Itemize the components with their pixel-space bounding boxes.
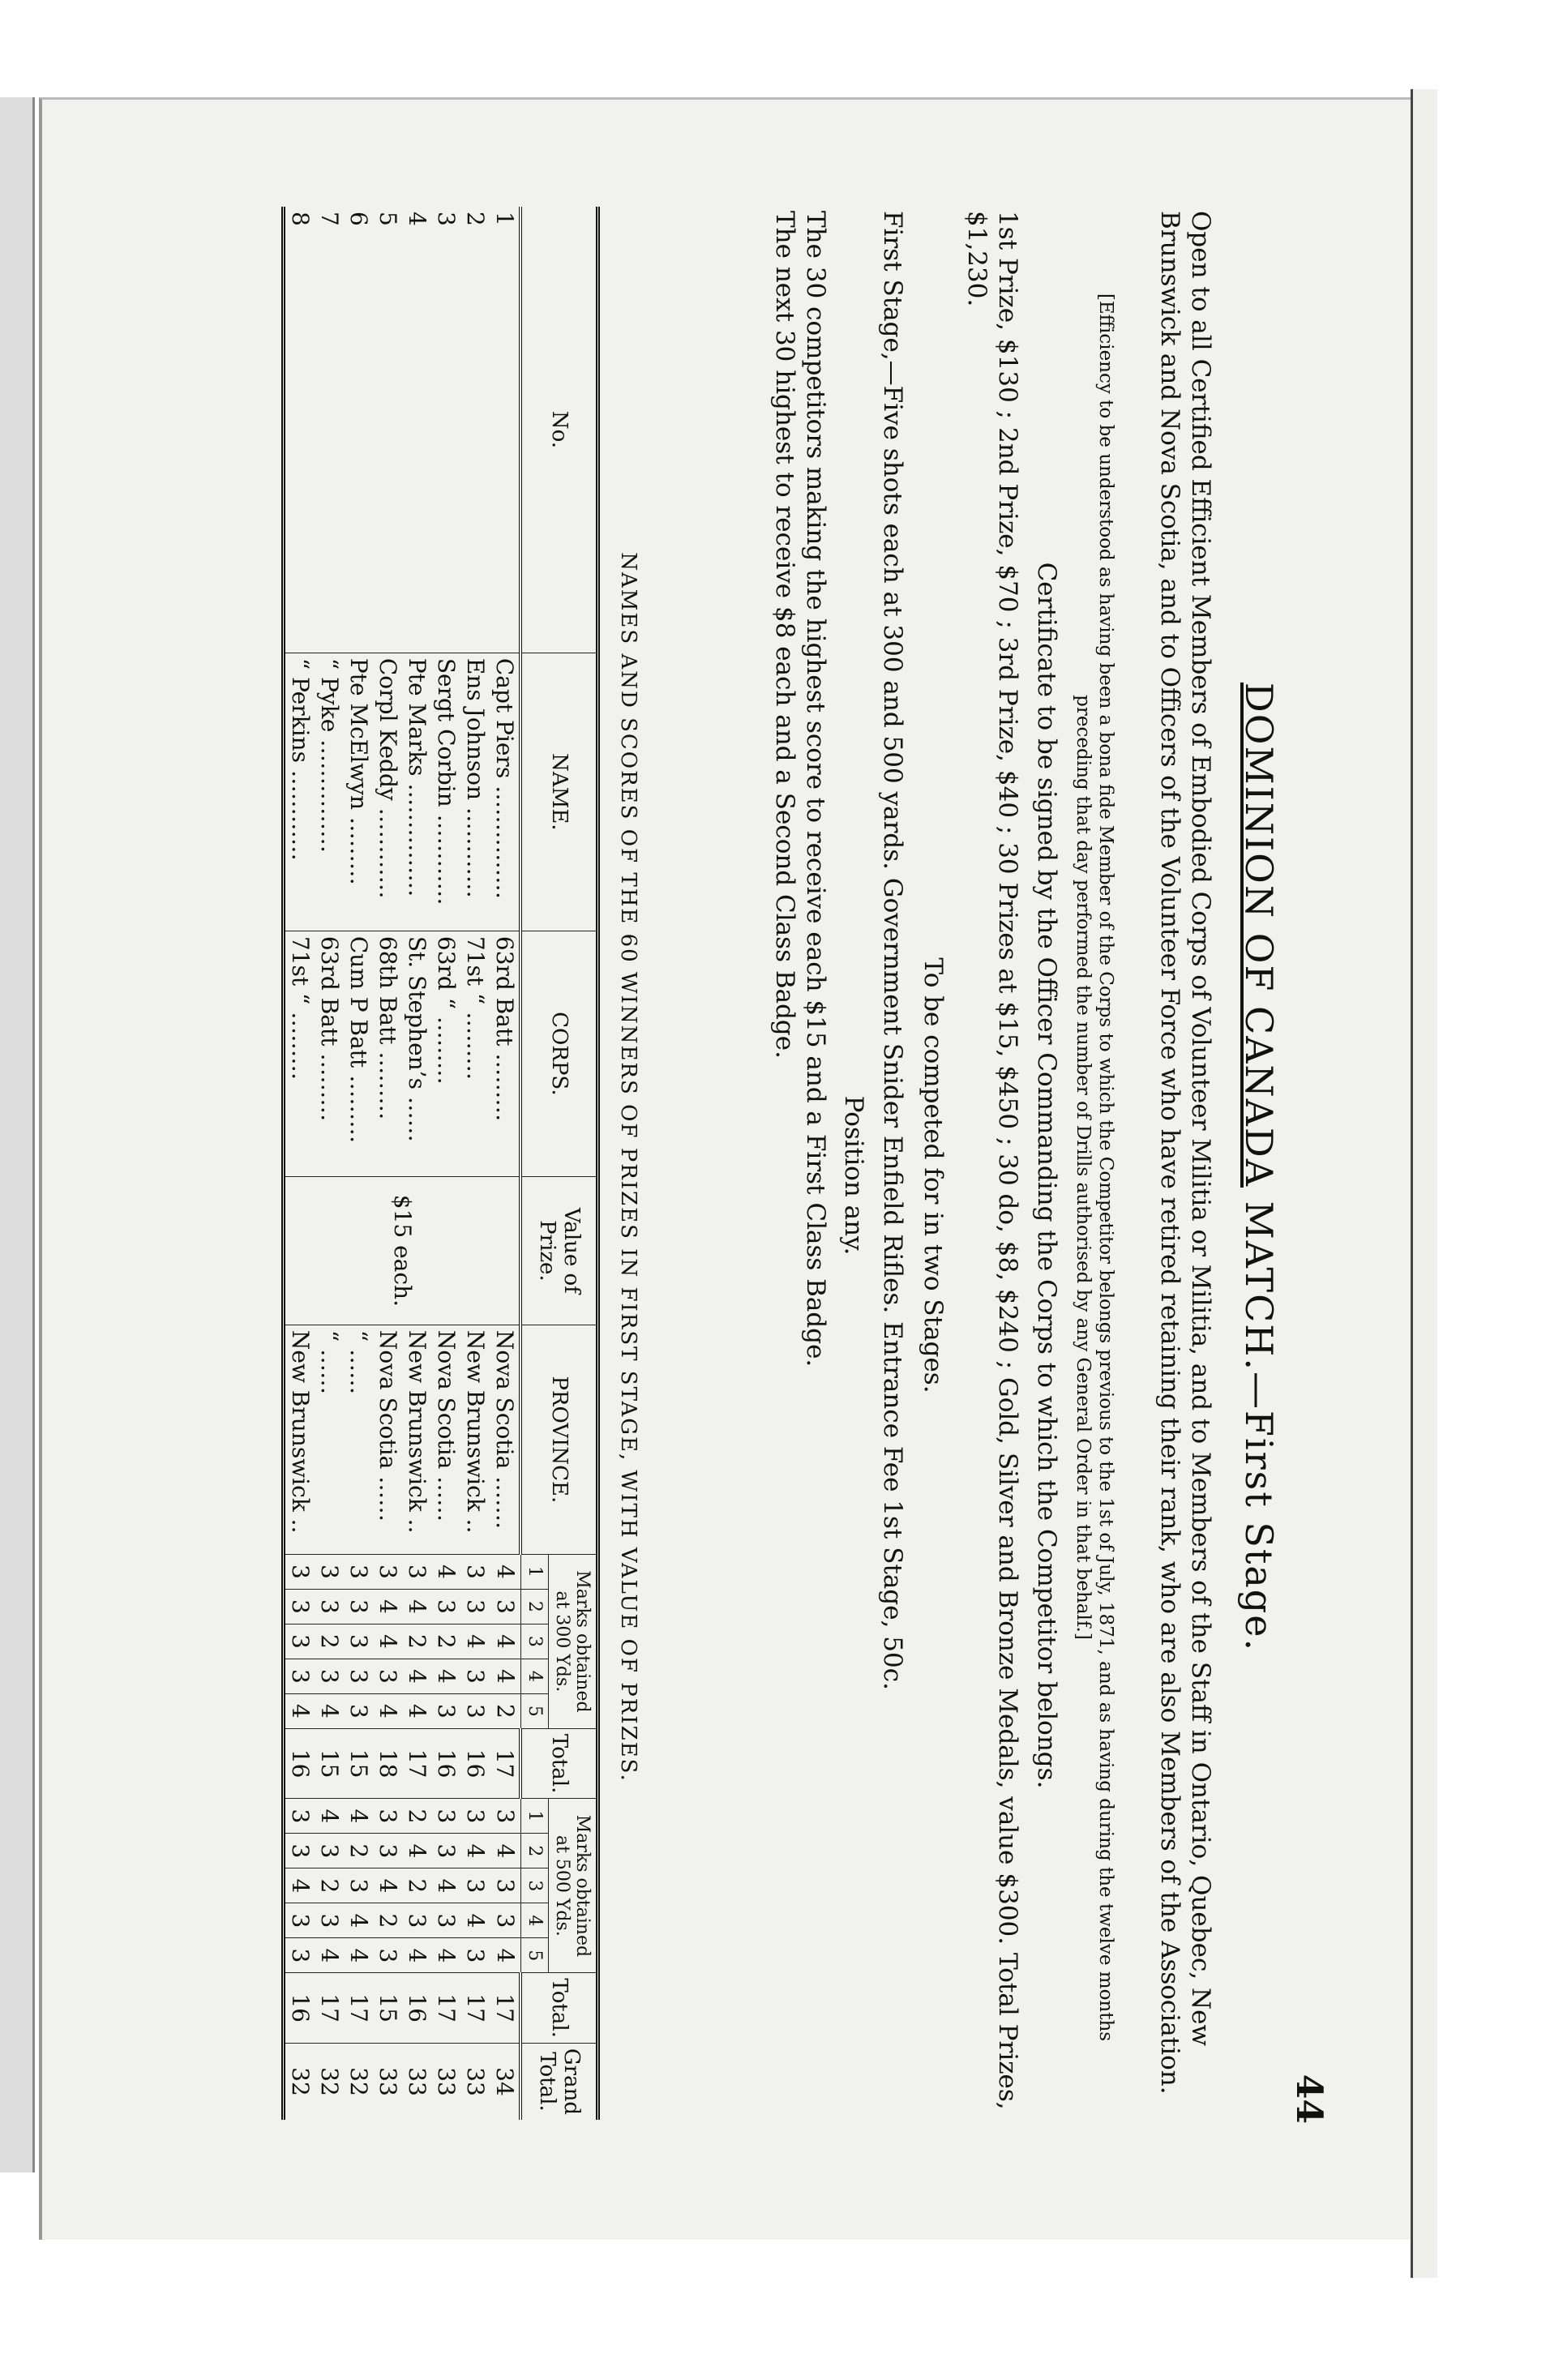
row-number: 4 [404,212,430,226]
row-name: “ Pyke …………… [315,653,345,931]
mark-300: 3 [345,1554,374,1589]
mark-500: 3 [432,1903,461,1938]
mark-300: 3 [461,1554,490,1589]
grand-total: 34 [490,2043,521,2120]
mark-500: 2 [403,1868,432,1903]
mark-500: 3 [284,1938,315,1973]
mark-300: 4 [432,1659,461,1693]
row-number: 5 [375,212,401,226]
mark-300: 4 [403,1693,432,1728]
shot-header: 5 [521,1693,549,1728]
mark-300: 3 [284,1554,315,1589]
row-province: Nova Scotia …… [374,1325,403,1554]
row-name: Ens Johnson ………… [461,653,490,931]
mark-300: 4 [490,1659,521,1693]
facing-page-edge [1411,89,1437,2278]
open-text: Open to all Certified Efficient Members of Embodied Corps of Volunteer Militia or Militia, and to Members of the Staff in Ontario, Quebec, New Brunswick and Nova Scotia, and to Officers of the Volunteer Force who have retired retaining their rank, who are also Members of the Association. [1155,211,1215,2095]
row-number: 2 [462,212,489,226]
mark-500: 3 [315,1834,345,1868]
total-500: 17 [345,1973,374,2044]
competitors-text-1: The 30 competitors making the highest score to receive each $15 and a First Class Badge. [801,211,830,1368]
mark-300: 3 [403,1554,432,1589]
mark-500: 3 [461,1799,490,1834]
mark-300: 4 [490,1554,521,1589]
total-500: 17 [315,1973,345,2044]
row-corps: 63rd Batt ……… [490,931,521,1176]
total-300: 17 [403,1728,432,1799]
total-300: 18 [374,1728,403,1799]
row-name: Sergt Corbin ………… [432,653,461,931]
mark-300: 2 [432,1624,461,1659]
mark-300: 3 [374,1659,403,1693]
header-total-300: Total. [521,1728,598,1799]
rotated-page-content [276,162,1329,2172]
header-province: PROVINCE. [521,1325,598,1554]
shot-header: 4 [521,1659,549,1693]
mark-500: 4 [490,1938,521,1973]
total-500: 17 [490,1973,521,2044]
grand-total: 32 [315,2043,345,2120]
mark-300: 3 [284,1589,315,1624]
row-name: Capt Piers …………… [490,653,521,931]
mark-500: 2 [315,1868,345,1903]
table-row [403,207,432,2120]
row-name: Pte Marks …………… [403,653,432,931]
total-500: 17 [432,1973,461,2044]
mark-300: 3 [345,1659,374,1693]
mark-500: 3 [490,1799,521,1834]
table-row [461,207,490,2120]
mark-500: 3 [432,1834,461,1868]
mark-500: 4 [432,1868,461,1903]
certificate-text: Certificate to be signed by the Officer Commanding the Corps to which the Competitor belongs. [1032,562,1061,1789]
shot-header: 4 [521,1903,549,1938]
row-corps: 71st “ ……… [461,931,490,1176]
shot-header: 1 [521,1554,549,1589]
mark-300: 2 [490,1693,521,1728]
grand-total: 32 [345,2043,374,2120]
page-stack-edge [0,97,35,2172]
total-300: 15 [345,1728,374,1799]
row-province: “ …… [345,1325,374,1554]
mark-300: 3 [315,1659,345,1693]
mark-300: 4 [490,1624,521,1659]
shot-header: 2 [521,1834,549,1868]
row-corps: 68th Batt ……… [374,931,403,1176]
total-500: 16 [403,1973,432,2044]
row-name: “ Perkins ………… [284,653,315,931]
mark-500: 3 [403,1903,432,1938]
mark-500: 3 [461,1868,490,1903]
row-name: Pte McElwyn ……… [345,653,374,931]
table-row [315,207,345,2120]
mark-500: 4 [432,1938,461,1973]
table-row [432,207,461,2120]
mark-500: 3 [284,1799,315,1834]
mark-300: 3 [284,1659,315,1693]
grand-total: 33 [461,2043,490,2120]
mark-500: 4 [403,1938,432,1973]
mark-500: 4 [345,1903,374,1938]
mark-300: 3 [345,1624,374,1659]
mark-500: 3 [432,1799,461,1834]
title-suffix: MATCH.—First Stage. [1237,1188,1281,1653]
mark-500: 2 [345,1834,374,1868]
mark-300: 2 [403,1624,432,1659]
total-300: 16 [432,1728,461,1799]
mark-300: 4 [432,1554,461,1589]
header-corps: CORPS. [521,931,598,1176]
mark-300: 3 [432,1589,461,1624]
mark-500: 3 [315,1903,345,1938]
mark-300: 4 [403,1589,432,1624]
title-prefix: DOMINION OF CANADA [1237,682,1281,1188]
grand-total: 33 [432,2043,461,2120]
mark-300: 4 [461,1624,490,1659]
table-row [284,207,315,2120]
shot-header: 2 [521,1589,549,1624]
header-grand-total: Grand Total. [521,2043,598,2120]
header-marks-500: Marks obtained at 500 Yds. [549,1799,598,1973]
page-title [1237,162,1281,2172]
stages-text: To be competed for in two Stages. [918,957,948,1393]
table-row [374,207,403,2120]
mark-500: 4 [374,1868,403,1903]
row-corps: 63rd Batt ……… [315,931,345,1176]
mark-500: 4 [403,1834,432,1868]
mark-500: 3 [490,1903,521,1938]
mark-300: 2 [315,1624,345,1659]
mark-500: 4 [345,1799,374,1834]
position-text: Position any. [839,1095,868,1256]
mark-500: 3 [461,1938,490,1973]
grand-total: 33 [403,2043,432,2120]
grand-total: 32 [284,2043,315,2120]
competitors-text-2: The next 30 highest to receive $8 each and a Second Class Badge. [770,211,799,1059]
table-row [490,207,521,2120]
table-caption: NAMES AND SCORES OF THE 60 WINNERS OF PRIZES IN FIRST STAGE, WITH VALUE OF PRIZES. [616,552,640,1783]
mark-500: 4 [284,1868,315,1903]
header-no: No. [521,207,598,653]
mark-300: 3 [432,1693,461,1728]
mark-500: 4 [461,1903,490,1938]
mark-500: 3 [284,1903,315,1938]
row-number: 8 [287,212,314,226]
total-500: 16 [284,1973,315,2044]
row-number: 7 [316,212,343,226]
row-corps: St. Stephen’s …… [403,931,432,1176]
total-500: 17 [461,1973,490,2044]
header-total-500: Total. [521,1973,598,2044]
shot-header: 3 [521,1624,549,1659]
mark-300: 4 [374,1693,403,1728]
mark-500: 3 [284,1834,315,1868]
mark-300: 3 [284,1624,315,1659]
header-marks-300: Marks obtained at 300 Yds. [549,1554,598,1728]
mark-300: 4 [315,1693,345,1728]
shot-header: 1 [521,1799,549,1834]
mark-300: 3 [315,1589,345,1624]
grand-total: 33 [374,2043,403,2120]
mark-500: 4 [315,1938,345,1973]
mark-500: 3 [345,1868,374,1903]
mark-500: 4 [345,1938,374,1973]
mark-300: 3 [461,1659,490,1693]
mark-300: 3 [461,1589,490,1624]
row-corps: 71st “ ……… [284,931,315,1176]
mark-300: 3 [345,1693,374,1728]
total-300: 16 [284,1728,315,1799]
total-300: 17 [490,1728,521,1799]
mark-500: 4 [461,1834,490,1868]
row-province: New Brunswick .. [284,1325,315,1554]
mark-300: 3 [490,1589,521,1624]
prize-value: $15 each. [284,1176,521,1325]
mark-300: 4 [374,1624,403,1659]
prizes-text: 1st Prize, $130 ; 2nd Prize, $70 ; 3rd Prize, $40 ; 30 Prizes at $15, $450 ; 30 do, $8, $240 ; Gold, Silver and Bronze Medals, value $300. Total Prizes, $1,230. [962,211,1022,2110]
page-number: 44 [1288,2074,1329,2124]
row-corps: 63rd “ ……… [432,931,461,1176]
mark-500: 3 [374,1799,403,1834]
row-number: 6 [345,212,372,226]
efficiency-note: [Efficiency to be understood as having been a bona fide Member of the Corps to which the Competitor belongs previous to the 1st of July, 1871, and as having during the twelve months preceding that day performed the number of Drills authorised by any General Order in that behalf.] [1073,293,1116,2042]
row-corps: Cum P Batt ……… [345,931,374,1176]
mark-500: 2 [403,1799,432,1834]
mark-300: 3 [461,1693,490,1728]
row-name: Corpl Keddy ………… [374,653,403,931]
mark-300: 3 [374,1554,403,1589]
mark-300: 3 [345,1589,374,1624]
row-number: 1 [491,212,518,226]
row-province: New Brunswick .. [461,1325,490,1554]
row-province: “ …… [315,1325,345,1554]
mark-500: 3 [490,1868,521,1903]
table-row [345,207,374,2120]
shot-header: 5 [521,1938,549,1973]
row-number: 3 [433,212,460,226]
row-province: New Brunswick .. [403,1325,432,1554]
mark-500: 3 [374,1938,403,1973]
mark-500: 4 [315,1799,345,1834]
row-province: Nova Scotia …… [432,1325,461,1554]
header-value: Value of Prize. [521,1176,598,1325]
total-300: 15 [315,1728,345,1799]
mark-300: 4 [284,1693,315,1728]
mark-500: 2 [374,1903,403,1938]
total-500: 15 [374,1973,403,2044]
total-300: 16 [461,1728,490,1799]
shot-header: 3 [521,1868,549,1903]
row-province: Nova Scotia ……. [490,1325,521,1554]
mark-300: 4 [403,1659,432,1693]
mark-300: 4 [374,1589,403,1624]
first-stage-text: First Stage,—Five shots each at 300 and 500 yards. Government Snider Enfield Rifles. Entrance Fee 1st Stage, 50c. [878,211,907,1690]
mark-500: 3 [374,1834,403,1868]
mark-500: 4 [490,1834,521,1868]
scores-table [282,207,601,2120]
header-name: NAME. [521,653,598,931]
mark-300: 3 [315,1554,345,1589]
